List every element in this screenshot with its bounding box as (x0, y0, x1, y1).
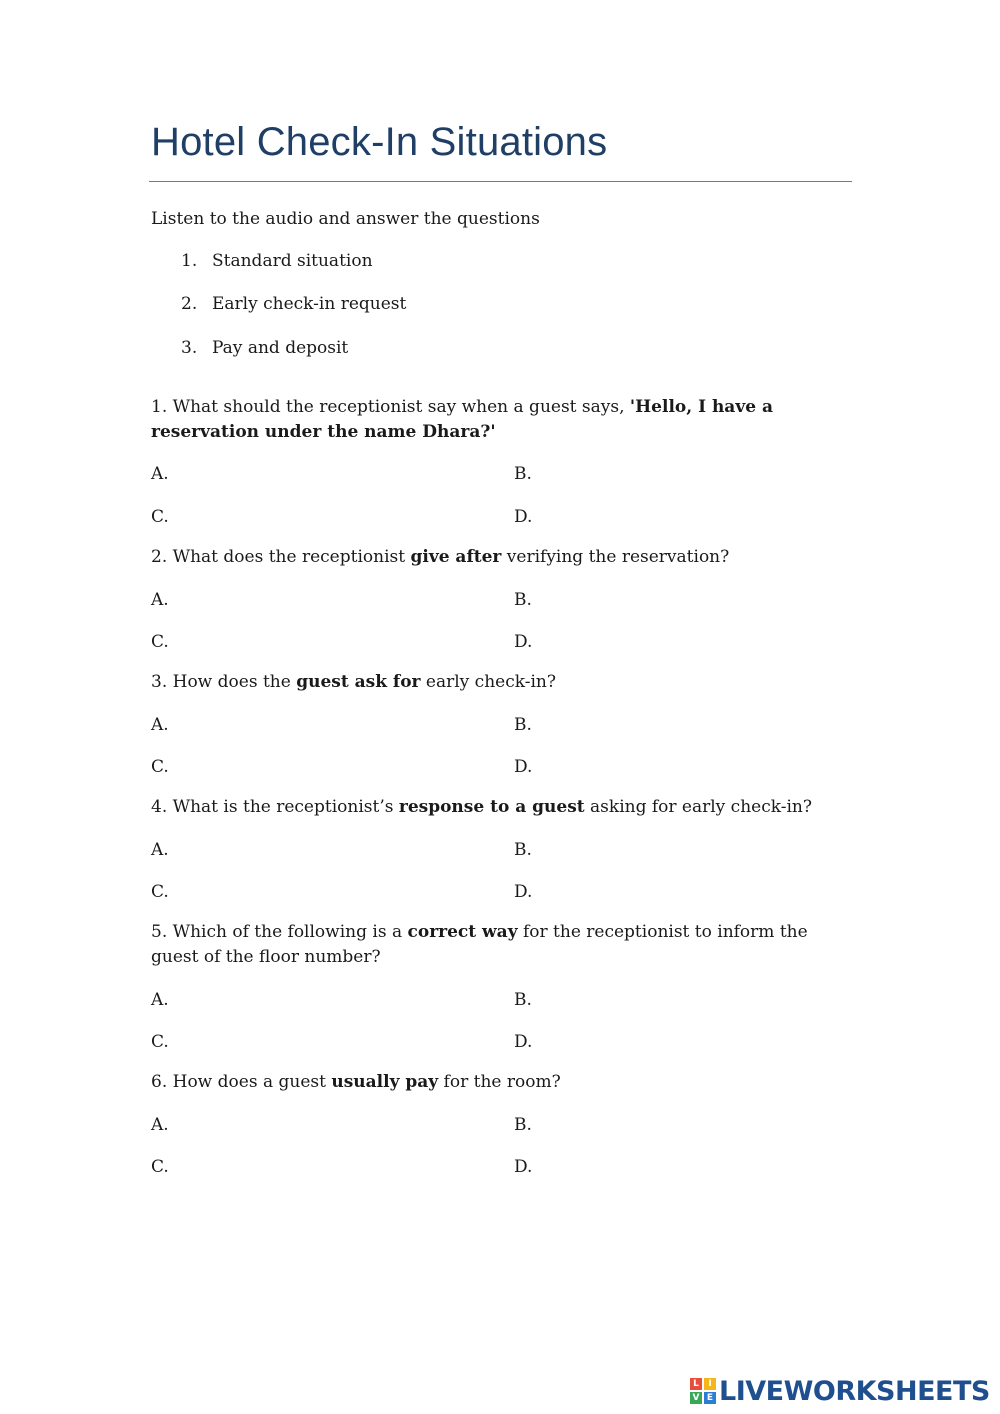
option-a[interactable]: A. (151, 715, 169, 735)
option-d[interactable]: D. (514, 757, 533, 777)
instructions: Listen to the audio and answer the questions (151, 209, 540, 229)
option-a[interactable]: A. (151, 464, 169, 484)
list-item: Pay and deposit (212, 338, 349, 358)
option-c[interactable]: C. (151, 882, 169, 902)
option-d[interactable]: D. (514, 1032, 533, 1052)
question-5: 5. Which of the following is a correct way for the receptionist to inform the guest of the floor number? (151, 922, 808, 967)
logo-mark-letter: E (704, 1392, 716, 1404)
option-b[interactable]: B. (514, 464, 532, 484)
logo-mark-letter: V (690, 1392, 702, 1404)
list-item: Early check-in request (212, 294, 407, 314)
page-title: Hotel Check-In Situations (151, 120, 608, 164)
logo-text: LIVEWORKSHEETS (719, 1375, 990, 1407)
question-2: 2. What does the receptionist give after verifying the reservation? (151, 547, 730, 567)
option-c[interactable]: C. (151, 757, 169, 777)
option-b[interactable]: B. (514, 1115, 532, 1135)
option-b[interactable]: B. (514, 990, 532, 1010)
logo-mark-letter: L (690, 1378, 702, 1390)
option-d[interactable]: D. (514, 507, 533, 527)
logo-mark-icon (690, 1378, 716, 1404)
option-b[interactable]: B. (514, 590, 532, 610)
option-a[interactable]: A. (151, 990, 169, 1010)
option-a[interactable]: A. (151, 590, 169, 610)
list-item-number: 2. (181, 294, 198, 314)
question-3: 3. How does the guest ask for early check-in? (151, 672, 556, 692)
option-c[interactable]: C. (151, 1157, 169, 1177)
list-item-number: 3. (181, 338, 198, 358)
question-6: 6. How does a guest usually pay for the room? (151, 1072, 561, 1092)
option-d[interactable]: D. (514, 632, 533, 652)
logo-mark-letter: I (704, 1378, 716, 1390)
option-c[interactable]: C. (151, 632, 169, 652)
list-item: Standard situation (212, 251, 373, 271)
title-underline (149, 181, 852, 182)
option-d[interactable]: D. (514, 1157, 533, 1177)
option-a[interactable]: A. (151, 840, 169, 860)
option-b[interactable]: B. (514, 840, 532, 860)
option-a[interactable]: A. (151, 1115, 169, 1135)
liveworksheets-logo[interactable] (690, 1375, 990, 1407)
question-4: 4. What is the receptionist’s response to a guest asking for early check-in? (151, 797, 812, 817)
option-c[interactable]: C. (151, 507, 169, 527)
question-1: 1. What should the receptionist say when a guest says, 'Hello, I have a reservation under the name Dhara?' (151, 397, 773, 442)
option-b[interactable]: B. (514, 715, 532, 735)
list-item-number: 1. (181, 251, 198, 271)
option-c[interactable]: C. (151, 1032, 169, 1052)
option-d[interactable]: D. (514, 882, 533, 902)
